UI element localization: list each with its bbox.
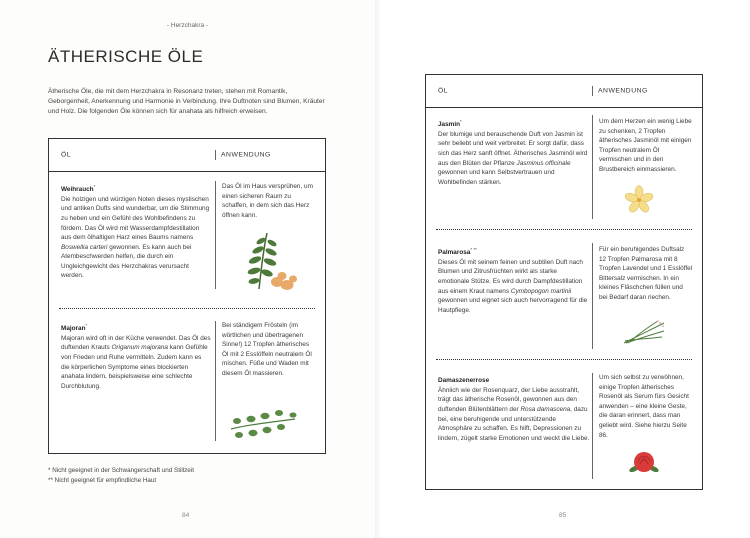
rose-icon	[628, 449, 660, 477]
oil-name: Weihrauch	[61, 186, 94, 194]
oil-description: Damaszenerrose Ähnlich wie der Rosenquarz, der Liebe ausstrahlt, trägt das ätherische Rosenöl, gewonnen aus den duftenden Blütenblättern der Rosa damascena, dazu bei, eine beruhigende und unterstützende Atmosphäre zu schaffen. Es hilft, Depressionen zu lindern, zügelt starke Emotionen und weckt die Liebe.	[438, 377, 590, 442]
oil-description: Weihrauch* Die holzigen und würzigen Noten dieses mystischen und antiken Dufts sind wunderbar, um die Stimmung zu heben und ein Gefühl des Wohlbefindens zu fördern. Das Öl wird mit Wasserdampfdestillation aus dem ölhaltigen Harz eines Baums namens Boswellia carteri gewonnen. Es kann auch bei Atembeschwerden helfen, die durch ein Ungleichgewicht des Herzchakras verursacht werden.	[61, 184, 210, 280]
col-header-anwendung: ANWENDUNG	[221, 151, 271, 159]
right-page	[375, 0, 750, 538]
oil-name: Majoran	[61, 325, 86, 333]
col-header-anwendung: ANWENDUNG	[598, 87, 648, 95]
oil-name: Damaszenerrose	[438, 377, 490, 385]
running-head: - Herzchakra -	[166, 22, 209, 29]
table-row	[49, 313, 325, 451]
table-header	[49, 139, 325, 172]
footnote: ** Nicht geeignet für empfindliche Haut	[48, 477, 157, 484]
footnotes	[48, 466, 194, 486]
col-header-oel: ÖL	[61, 151, 72, 159]
footnote: * Nicht geeignet in der Schwangerschaft und Stillzeit	[48, 467, 194, 474]
table-row	[426, 235, 702, 355]
oil-application: Das Öl im Haus versprühen, um einen sicheren Raum zu schaffen, in dem sich das Herz öffnen kann.	[222, 183, 313, 219]
page-title: ÄTHERISCHE ÖLE	[48, 47, 204, 66]
oil-name: Jasmin	[438, 121, 461, 129]
jasmine-flower-icon	[624, 185, 654, 215]
oil-application: Um dem Herzen ein wenig Liebe zu schenken, 2 Tropfen ätherisches Jasminöl mit einigen Tropfen neutralem Öl vermischen und in den Brustbereich einmassieren.	[599, 118, 692, 173]
palmarosa-grass-icon	[622, 319, 666, 345]
frankincense-plant-icon	[241, 231, 301, 293]
oil-application: Um sich selbst zu verwöhnen, einige Tropfen ätherisches Rosenöl als Serum fürs Gesicht anwenden – eine kleine Geste, die daran erinnert, dass man geliebt wird. Siehe hierzu Seite 86.	[599, 374, 689, 439]
table-row	[426, 365, 702, 487]
oils-table-right	[425, 74, 703, 490]
oil-description: Palmarosa* ** Dieses Öl mit seinem feinen und subtilen Duft nach Blumen und Zitrusfrüchten wirkt als starke emotionale Stütze. Es wird durch Dampfdestillation aus einem Kraut namens Cymbopogon martinii gewonnen und eignet sich auch hervorragend für die Hautpflege.	[438, 247, 588, 314]
marjoram-sprig-icon	[227, 407, 299, 443]
oils-table-left	[48, 138, 326, 454]
page-number: 85	[559, 512, 567, 519]
page-number: 84	[182, 512, 190, 519]
table-header	[426, 75, 702, 108]
oil-application: Für ein beruhigendes Duftsalz 12 Tropfen Palmarosa mit 8 Tropfen Lavendel und 1 Esslöffel Bittersalz vermischen. In ein kleines Fläschchen füllen und bei Bedarf daran riechen.	[599, 246, 693, 301]
col-header-oel: ÖL	[438, 87, 449, 95]
intro-paragraph: Ätherische Öle, die mit dem Herzchakra in Resonanz treten, stehen mit Romantik, Geborgenheit, Anerkennung und Harmonie in Verbindung. Ihre Duftnoten sind Blumen, Kräuter und Holz. Die folgenden Öle können sich für anahata als hilfreich erweisen.	[48, 88, 325, 115]
table-row	[426, 107, 702, 225]
oil-name: Palmarosa	[438, 249, 471, 257]
table-row	[49, 171, 325, 305]
oil-description: Majoran* Majoran wird oft in der Küche verwendet. Das Öl des duftenden Krauts Origanum majorana kann Gefühle von Frieden und Ruhe vermitteln. Zudem kann es die körperlichen Symptome eines blockierten anahata lindern, beispielsweise eine schlechte Durchblutung.	[61, 323, 211, 390]
oil-description: Jasmin* Der blumige und berauschende Duft von Jasmin ist sehr beliebt und weit verbreitet. Er sorgt dafür, dass sich das Herz sanft öffnet. Ätherisches Jasminöl wird aus den Blüten der Pflanze Jasminus officinale gewonnen und kann Selbstvertrauen und Wohlbefinden stärken.	[438, 119, 588, 186]
oil-application: Bei ständigem Frösteln (im wörtlichen und übertragenen Sinne!) 12 Tropfen ätherisches Öl mit 2 Esslöffeln neutralem Öl mischen. Füße und Waden mit diesem Öl massieren.	[222, 322, 312, 377]
